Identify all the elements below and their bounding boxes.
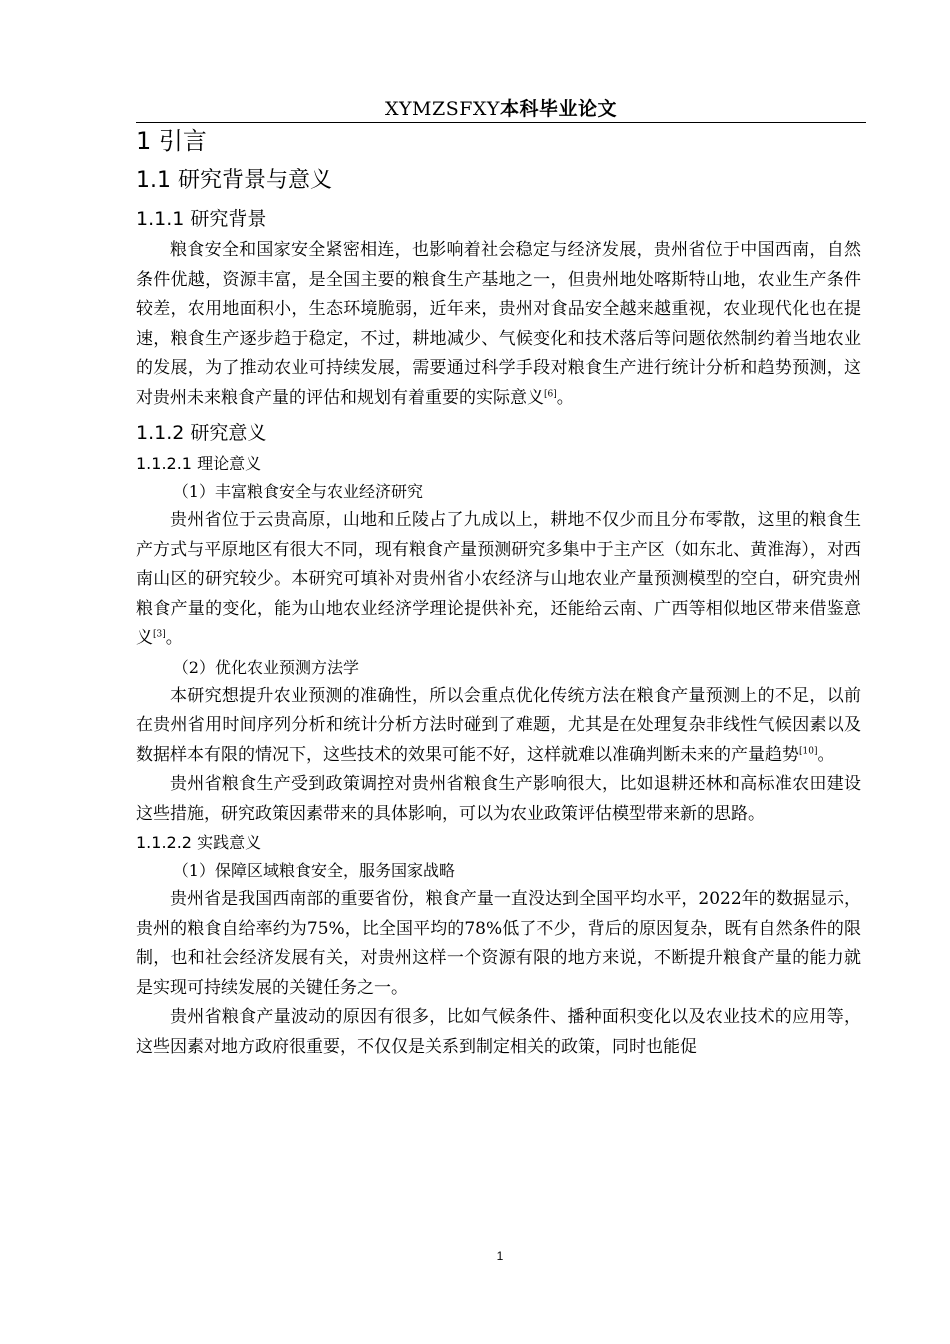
header-title: 本科毕业论文	[499, 98, 617, 120]
citation: [3]	[153, 629, 166, 640]
paragraph: 贵州省粮食产量波动的原因有很多，比如气候条件、播种面积变化以及农业技术的应用等，这些因素对地方政府很重要，不仅仅是关系到制定相关的政策，同时也能促	[136, 1007, 861, 1057]
section-heading: 1.1 研究背景与意义	[136, 168, 332, 193]
list-item: （1）保障区域粮食安全，服务国家战略	[172, 861, 455, 880]
subsubsection-heading-theory: 1.1.2.1 理论意义	[136, 454, 262, 473]
list-item: （1）丰富粮食安全与农业经济研究	[172, 482, 423, 501]
citation: [6]	[544, 388, 557, 399]
paragraph: 本研究想提升农业预测的准确性，所以会重点优化传统方法在粮食产量预测上的不足，以前在贵州省用时间序列分析和统计分析方法时碰到了难题，尤其是在处理复杂非线性气候因素以及数据样本有限的情况下，这些技术的效果可能不好，这样就难以准确判断未来的产量趋势[10]。	[136, 685, 861, 765]
subsection-heading-significance: 1.1.2 研究意义	[136, 422, 267, 444]
paragraph: 贵州省粮食生产受到政策调控对贵州省粮食生产影响很大，比如退耕还林和高标准农田建设这些措施，研究政策因素带来的具体影响，可以为农业政策评估模型带来新的思路。	[136, 774, 861, 824]
subsubsection-heading-practice: 1.1.2.2 实践意义	[136, 833, 262, 852]
chapter-heading: 1 引言	[136, 127, 207, 155]
paragraph-background: 粮食安全和国家安全紧密相连，也影响着社会稳定与经济发展，贵州省位于中国西南，自然条件优越，资源丰富，是全国主要的粮食生产基地之一，但贵州地处喀斯特山地，农业生产条件较差，农用地面积小，生态环境脆弱，近年来，贵州对食品安全越来越重视，农业现代化也在提速，粮食生产逐步趋于稳定，不过，耕地减少、气候变化和技术落后等问题依然制约着当地农业的发展，为了推动农业可持续发展，需要通过科学手段对粮食生产进行统计分析和趋势预测，这对贵州未来粮食产量的评估和规划有着重要的实际意义[6]。	[136, 240, 861, 408]
header-code: XYMZSFXY	[384, 98, 500, 120]
body-content	[136, 122, 861, 1062]
paragraph: 贵州省是我国西南部的重要省份，粮食产量一直没达到全国平均水平，2022年的数据显示，贵州的粮食自给率约为75%，比全国平均的78%低了不少，背后的原因复杂，既有自然条件的限制，也和社会经济发展有关，对贵州这样一个资源有限的地方来说，不断提升粮食产量的能力就是实现可持续发展的关键任务之一。	[136, 889, 861, 998]
subsection-heading-background: 1.1.1 研究背景	[136, 208, 267, 230]
citation: [10]	[799, 745, 818, 756]
paragraph: 贵州省位于云贵高原，山地和丘陵占了九成以上，耕地不仅少而且分布零散，这里的粮食生产方式与平原地区有很大不同，现有粮食产量预测研究多集中于主产区（如东北、黄淮海），对西南山区的研究较少。本研究可填补对贵州省小农经济与山地农业产量预测模型的空白，研究贵州粮食产量的变化，能为山地农业经济学理论提供补充，还能给云南、广西等相似地区带来借鉴意义[3]。	[136, 510, 861, 648]
page-number: 1	[496, 1249, 504, 1263]
list-item: （2）优化农业预测方法学	[172, 657, 359, 677]
page-header	[136, 96, 866, 122]
